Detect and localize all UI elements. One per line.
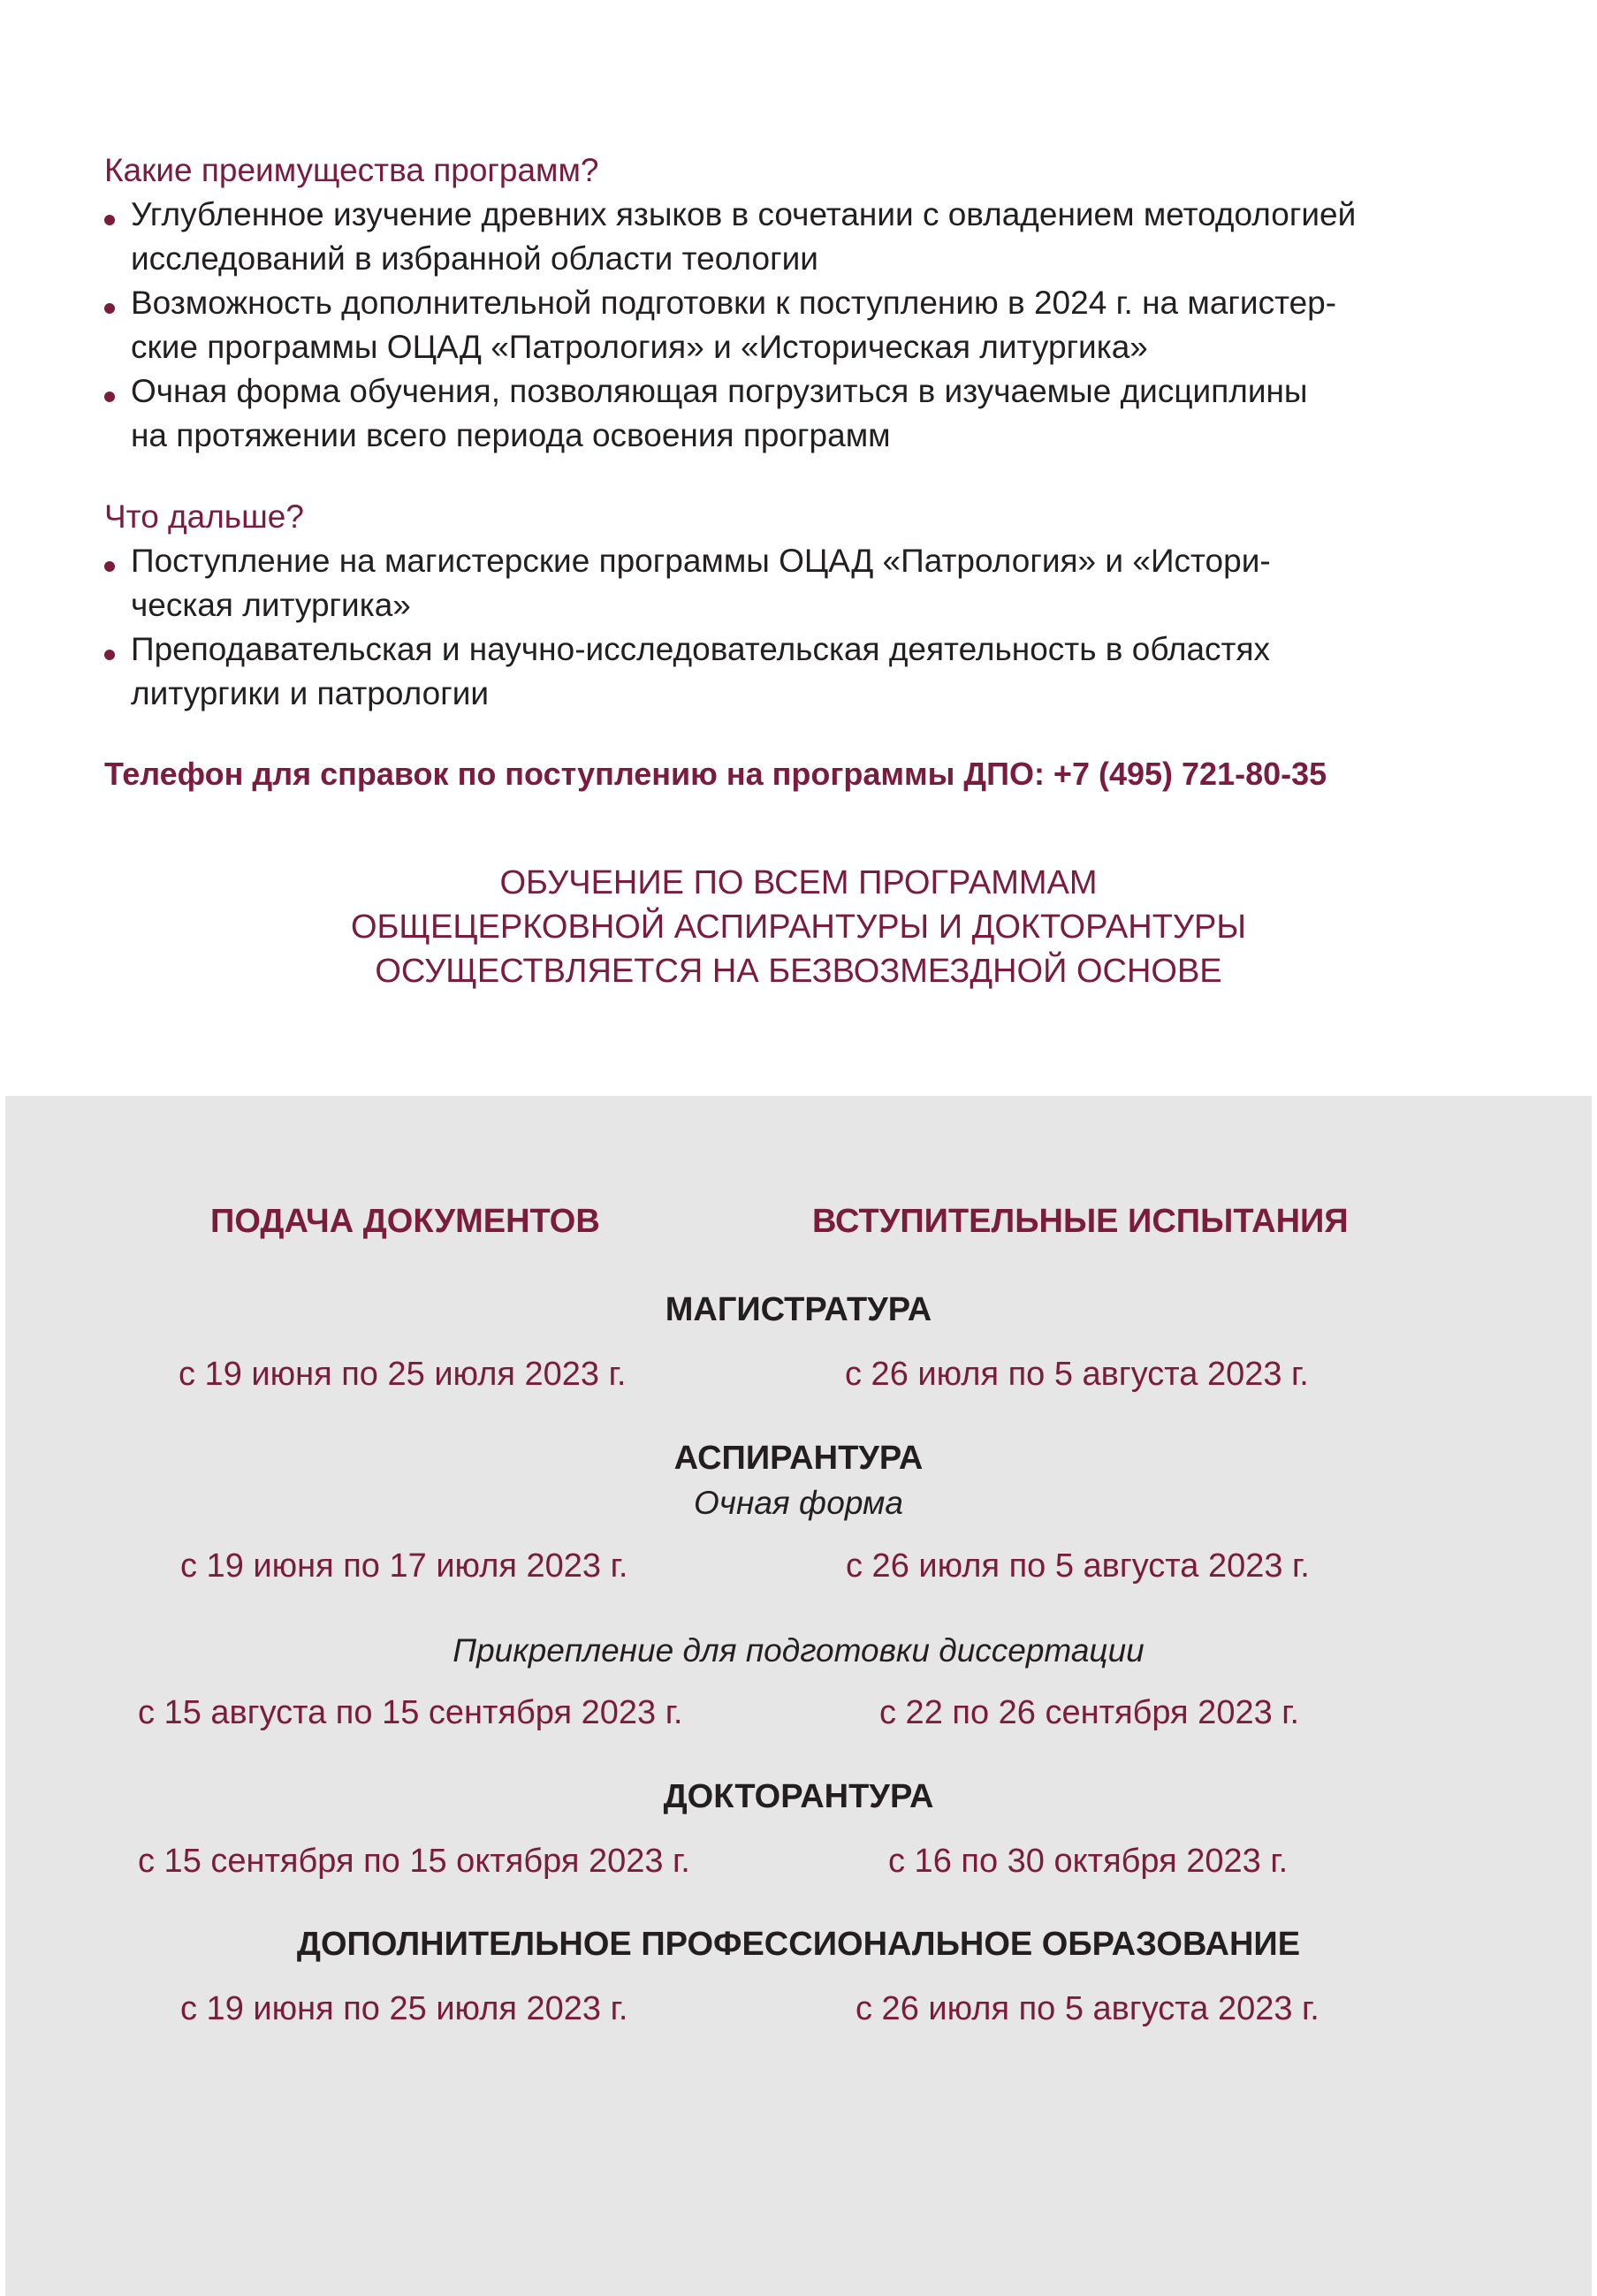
info-section [104,148,1483,795]
list-item-line: ческая литургика» [131,587,411,623]
list-item [104,281,1483,369]
masters-title: МАГИСТРАТУРА [665,1291,932,1328]
list-item [104,627,1483,716]
list-item-line: на протяжении всего периода освоения программ [131,417,891,453]
advantages-heading: Какие преимущества программ? [104,152,599,188]
dpo-documents-dates: с 19 июня по 25 июля 2023 г. [180,1990,628,2027]
list-item [104,369,1483,458]
postgrad-attach-documents-dates: с 15 августа по 15 сентября 2023 г. [138,1694,683,1731]
list-item-line: литургики и патрологии [131,675,490,711]
list-item-line: Преподавательская и научно-исследовательская деятельность в областях [131,631,1271,667]
list-item-line: Очная форма обучения, позволяющая погрузиться в изучаемые дисциплины [131,373,1308,409]
postgrad-title: АСПИРАНТУРА [673,1440,924,1477]
doctoral-exam-dates: с 16 по 30 октября 2023 г. [888,1843,1289,1880]
list-item-line: исследований в избранной области теологии [131,240,818,277]
free-education-note [0,861,1597,993]
list-item-line: Возможность дополнительной подготовки к поступлению в 2024 г. на магистер- [131,285,1337,321]
dpo-title: ДОПОЛНИТЕЛЬНОЕ ПРОФЕССИОНАЛЬНОЕ ОБРАЗОВАНИЕ [296,1926,1301,1963]
list-item [104,193,1483,281]
postgrad-attach-exam-dates: с 22 по 26 сентября 2023 г. [879,1694,1300,1731]
admission-schedule [5,1096,1592,2296]
documents-column-header: ПОДАЧА ДОКУМЕНТОВ [210,1203,600,1240]
free-note-line: ОБУЧЕНИЕ ПО ВСЕМ ПРОГРАММАМ [499,864,1098,901]
doctoral-documents-dates: с 15 сентября по 15 октября 2023 г. [138,1843,690,1880]
list-item [104,539,1483,627]
masters-exam-dates: с 26 июля по 5 августа 2023 г. [845,1356,1309,1393]
doctoral-title: ДОКТОРАНТУРА [663,1778,934,1815]
next-steps-heading: Что дальше? [104,498,304,535]
postgrad-attach-label: Прикрепление для подготовки диссертации [452,1632,1145,1669]
free-note-line: ОБЩЕЦЕРКОВНОЙ АСПИРАНТУРЫ И ДОКТОРАНТУРЫ [350,909,1247,946]
list-item-line: Углубленное изучение древних языков в сочетании с овладением методологией [131,196,1357,232]
list-item-line: ские программы ОЦАД «Патрология» и «Историческая литургика» [131,329,1148,365]
list-item-line: Поступление на магистерские программы ОЦАД «Патрология» и «Истори- [131,543,1271,579]
advantages-list [104,193,1483,458]
dpo-exam-dates: с 26 июля по 5 августа 2023 г. [856,1990,1319,2027]
free-note-line: ОСУЩЕСТВЛЯЕТСЯ НА БЕЗВОЗМЕЗДНОЙ ОСНОВЕ [375,953,1222,990]
postgrad-fulltime-exam-dates: с 26 июля по 5 августа 2023 г. [846,1547,1310,1585]
postgrad-fulltime-label: Очная форма [694,1485,903,1521]
exams-column-header: ВСТУПИТЕЛЬНЫЕ ИСПЫТАНИЯ [812,1203,1349,1240]
postgrad-fulltime-documents-dates: с 19 июня по 17 июля 2023 г. [180,1547,628,1585]
masters-documents-dates: с 19 июня по 25 июля 2023 г. [179,1356,627,1393]
next-steps-list [104,539,1483,716]
phone-info: Телефон для справок по поступлению на программы ДПО: +7 (495) 721-80-35 [104,756,1327,792]
